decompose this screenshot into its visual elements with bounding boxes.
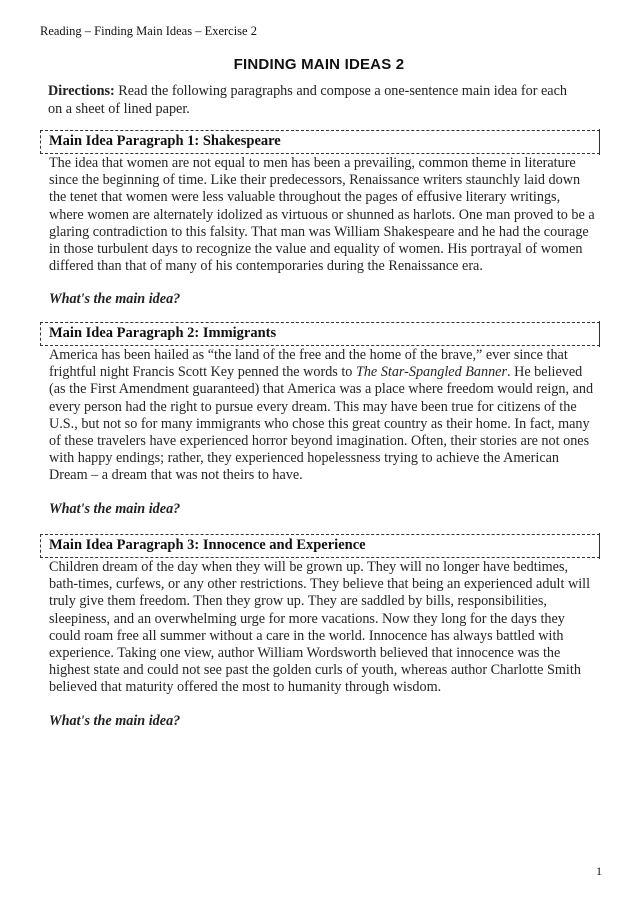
main-idea-question: What's the main idea? [49,500,181,517]
section-shakespeare [40,130,600,308]
section-heading-box [40,534,600,558]
heading-border-bar [599,129,601,155]
paragraph-body: The idea that women are not equal to men has been a prevailing, common theme in literature since the beginning of time. Like their predecessors, Renaissance writers staunchly laid down the tenet that women were less valuable throughout the pages of effusive literary writings, where women are alternately idolized as virtuous or shunned as harlots. One man proved to be a glaring contradiction to this falsity. That man was William Shakespeare and he had the courage in those turbulent days to recognize the value and equality of women. His portrayal of women differed than that of many of his contemporaries during the Renaissance era. [49,155,595,275]
directions [48,82,580,118]
section-heading: Main Idea Paragraph 2: Immigrants [49,325,277,341]
section-immigrants [40,322,600,518]
section-heading: Main Idea Paragraph 3: Innocence and Experience [49,537,366,553]
paragraph-body [49,347,597,485]
main-idea-question: What's the main idea? [49,712,181,729]
heading-border-bar [599,533,601,559]
section-heading-box [40,322,600,346]
heading-border-bar [599,321,601,347]
paragraph-text-part: . He believed (as the First Amendment guaranteed) that America was a place where freedom would reign, and every person had the right to pursue every dream. This may have been true for citizens of the U.S., but not so for many immigrants who chose this great country as their home. In fact, many of these travelers have experienced horror beyond imagination. Often, their stories are not ones with happy endings; rather, they experienced hopelessness trying to achieve the American Dream – a dream that was not theirs to have. [49,364,594,484]
page-number: 1 [596,864,602,878]
directions-text: Read the following paragraphs and compose a one-sentence main idea for each on a sheet of lined paper. [48,83,567,117]
directions-label: Directions: [48,83,115,99]
section-heading-box [40,130,600,154]
paragraph-text-part: America has been hailed as “the land of the free and the home of the brave,” ever since that frightful night Francis Scott Key penned the words to [49,347,568,381]
section-innocence-experience [40,534,600,730]
page-title: FINDING MAIN IDEAS 2 [233,56,405,73]
section-heading: Main Idea Paragraph 1: Shakespeare [49,133,281,149]
song-title: The Star-Spangled Banner [355,364,507,381]
main-idea-question: What's the main idea? [49,291,181,308]
paragraph-body: Children dream of the day when they will be grown up. They will no longer have bedtimes, bath-times, curfews, or any other restrictions. They believe that being an experienced adult will truly give them freedom. Then they grow up. They are saddled by bills, responsibilities, sleepiness, and an overwhelming urge for more vacations. Now they long for the days they could roam free all summer without a care in the world. Innocence has always battled with experience. Taking one view, author William Wordsworth believed that innocence was the highest state and could not see past the golden curls of youth, whereas author Charlotte Smith believed that maturity offered the most to humanity through wisdom. [49,559,591,696]
running-header: Reading – Finding Main Ideas – Exercise 2 [40,24,257,38]
